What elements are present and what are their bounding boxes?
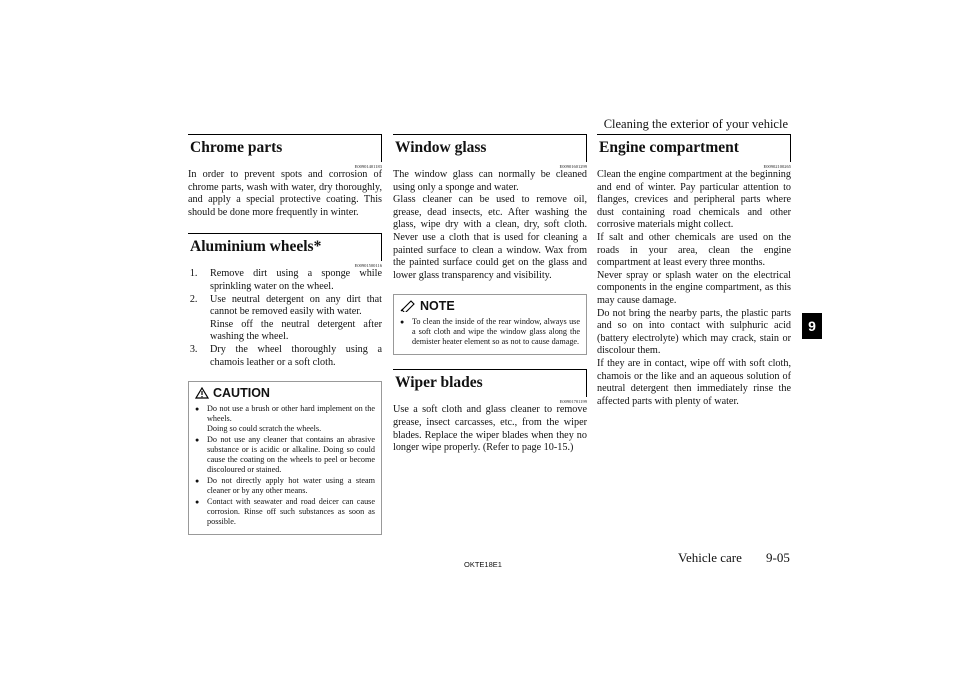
engine-para5: If they are in contact, wipe off with soft cloth, chamois or the like and an aqueous solution of neutral detergent then immediately rinse the affected parts with plenty of water.	[597, 357, 791, 407]
chrome-parts-code: E00901401183	[354, 164, 382, 170]
wiper-blades-heading: Wiper blades	[393, 369, 587, 397]
list-item: ● Do not use a brush or other hard implement on the wheels. Doing so could scratch the wheels.	[195, 404, 375, 434]
caution-box	[188, 381, 382, 535]
column-left	[188, 134, 382, 535]
chrome-parts-body: In order to prevent spots and corrosion of chrome parts, wash with water, dry thoroughly, and apply a special protective coating. This should be done more frequently in winter.	[188, 169, 382, 218]
engine-compartment-code: E00902100265	[763, 164, 791, 170]
caution-label: CAUTION	[213, 386, 270, 401]
step-sub-text: Rinse off the neutral detergent after washing the wheel.	[210, 318, 382, 343]
engine-para4: Do not bring the nearby parts, the plastic parts and so on into contact with sulphuric acid (battery electrolyte) which may crack, stain or discolour them.	[597, 307, 791, 357]
wiper-blades-code: E00901701199	[559, 399, 587, 405]
document-code: OKTE18E1	[464, 560, 502, 569]
engine-para2: If salt and other chemicals are used on the roads in your area, clean the engine compartment at least every three months.	[597, 232, 791, 269]
engine-para3: Never spray or splash water on the electrical components in the engine compartment, as this may cause damage.	[597, 269, 791, 306]
window-glass-para1: The window glass can normally be cleaned using only a sponge and water.	[393, 169, 587, 193]
note-box	[393, 294, 587, 355]
note-list	[400, 317, 580, 347]
aluminium-wheels-code: E00901500116	[354, 263, 382, 269]
column-middle	[393, 134, 587, 455]
list-item: ● To clean the inside of the rear window, always use a soft cloth and wipe the window glass along the demister heater element so as not to cause damage.	[400, 317, 580, 347]
list-item: 2. Use neutral detergent on any dirt that cannot be removed easily with water. Rinse off the neutral detergent after washing the wheel.	[200, 294, 382, 344]
list-item: ● Do not directly apply hot water using a steam cleaner or by any other means.	[195, 476, 375, 496]
window-glass-para2: Glass cleaner can be used to remove oil, grease, dead insects, etc. After washing the glass, wipe dry with a clean, dry, soft cloth. Never use a cloth that is used for cleaning a painted surface to clean a window. Wax from the painted surface could get on the glass and lower glass transparency and visibility.	[393, 194, 587, 281]
warning-icon	[195, 387, 209, 399]
page-number: 9-05	[766, 550, 790, 565]
window-glass-code: E00901601299	[559, 164, 587, 170]
wiper-blades-body: Use a soft cloth and glass cleaner to remove grease, insect carcasses, etc., from the wiper blades. Replace the wiper blades when they no longer wipe properly. (Refer to page 10-15.)	[393, 404, 587, 454]
footer-section-title: Vehicle care	[678, 550, 742, 565]
column-right	[597, 134, 791, 408]
caution-list	[195, 404, 375, 527]
engine-compartment-heading: Engine compartment	[597, 134, 791, 162]
engine-para1: Clean the engine compartment at the beginning and end of winter. Pay particular attention to flanges, crevices and peripheral parts where dust containing road chemicals and other corrosive materials might collect.	[597, 169, 791, 231]
note-label: NOTE	[420, 299, 455, 314]
aluminium-steps	[188, 268, 382, 369]
note-pencil-icon	[400, 300, 416, 312]
chapter-tab: 9	[802, 313, 822, 339]
aluminium-wheels-heading: Aluminium wheels*	[188, 233, 382, 261]
caution-title	[195, 386, 375, 400]
page-header: Cleaning the exterior of your vehicle	[603, 117, 788, 131]
list-item: ● Do not use any cleaner that contains an abrasive substance or is acidic or alkaline. Doing so could cause the coating on the wheels to peel or become discoloured or stained.	[195, 435, 375, 475]
list-item: ● Contact with seawater and road deicer can cause corrosion. Rinse off such substances as soon as possible.	[195, 497, 375, 527]
note-title	[400, 299, 580, 313]
list-item: 1. Remove dirt using a sponge while sprinkling water on the wheel.	[200, 268, 382, 293]
list-item: 3. Dry the wheel thoroughly using a chamois leather or a soft cloth.	[200, 344, 382, 369]
window-glass-heading: Window glass	[393, 134, 587, 162]
chrome-parts-heading: Chrome parts	[188, 134, 382, 162]
